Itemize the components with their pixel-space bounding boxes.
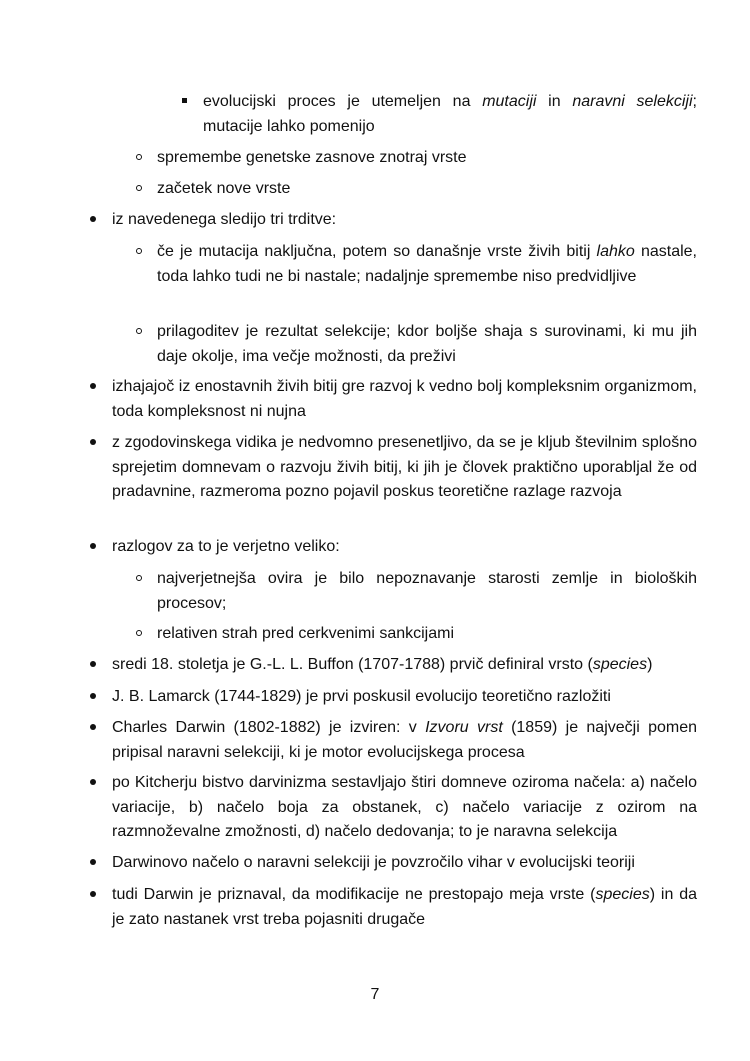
- disc-bullet-icon: [90, 375, 96, 400]
- emphasis: naravni selekciji: [572, 93, 693, 110]
- circle-bullet-icon: [136, 177, 142, 202]
- circle-bullet-icon: [136, 240, 142, 265]
- list-item-level1: tudi Darwin je priznaval, da modifikacije ne prestopajo meja vrste (species) in da je zato nastanek vrst treba pojasniti drugače: [112, 883, 697, 932]
- list-item-level2: začetek nove vrste: [157, 177, 697, 202]
- list-item-level1: sredi 18. stoletja je G.-L. L. Buffon (1707-1788) prvič definiral vrsto (species): [112, 653, 697, 678]
- disc-bullet-icon: [90, 883, 96, 908]
- emphasis: mutaciji: [482, 93, 537, 110]
- circle-bullet-icon: [136, 146, 142, 171]
- disc-bullet-icon: [90, 685, 96, 710]
- circle-bullet-icon: [136, 320, 142, 345]
- square-bullet-icon: [182, 90, 187, 115]
- disc-bullet-icon: [90, 653, 96, 678]
- list-item-level1: po Kitcherju bistvo darvinizma sestavljajo štiri domneve oziroma načela: a) načelo variacije, b) načelo boja za obstanek, c) načelo variacije z ozirom na razmnoževalne zmožnosti, d) načelo dedovanja; to je naravna selekcija: [112, 771, 697, 845]
- list-item-level1: izhajajoč iz enostavnih živih bitij gre razvoj k vedno bolj kompleksnim organizmom, toda kompleksnost ni nujna: [112, 375, 697, 424]
- disc-bullet-icon: [90, 431, 96, 456]
- list-item-level2: spremembe genetske zasnove znotraj vrste: [157, 146, 697, 171]
- list-item-level3: evolucijski proces je utemeljen na mutaciji in naravni selekciji; mutacije lahko pomenijo: [203, 90, 697, 139]
- list-item-level2: najverjetnejša ovira je bilo nepoznavanje starosti zemlje in bioloških procesov;: [157, 567, 697, 616]
- emphasis: Izvoru vrst: [425, 719, 503, 736]
- disc-bullet-icon: [90, 851, 96, 876]
- disc-bullet-icon: [90, 716, 96, 741]
- list-item-level2: prilagoditev je rezultat selekcije; kdor boljše shaja s surovinami, ki mu jih daje okolje, ima večje možnosti, da preživi: [157, 320, 697, 369]
- list-item-level1: J. B. Lamarck (1744-1829) je prvi poskusil evolucijo teoretično razložiti: [112, 685, 697, 710]
- list-item-level1: Charles Darwin (1802-1882) je izviren: v Izvoru vrst (1859) je največji pomen pripisal naravni selekciji, ki je motor evolucijskega procesa: [112, 716, 697, 765]
- disc-bullet-icon: [90, 208, 96, 233]
- emphasis: lahko: [596, 243, 635, 260]
- list-item-level2: relativen strah pred cerkvenimi sankcijami: [157, 622, 697, 647]
- list-item-level1: iz navedenega sledijo tri trditve:: [112, 208, 697, 233]
- emphasis: species: [592, 656, 648, 673]
- page-number: 7: [370, 986, 380, 1003]
- disc-bullet-icon: [90, 535, 96, 560]
- disc-bullet-icon: [90, 771, 96, 796]
- list-item-level1: razlogov za to je verjetno veliko:: [112, 535, 697, 560]
- circle-bullet-icon: [136, 622, 142, 647]
- circle-bullet-icon: [136, 567, 142, 592]
- emphasis: species: [595, 886, 650, 903]
- list-item-level1: z zgodovinskega vidika je nedvomno presenetljivo, da se je kljub številnim splošno sprejetim domnevam o razvoju živih bitij, ki jih je človek praktično uporabljal že od pradavnine, razmeroma pozno pojavil poskus teoretične razlage razvoja: [112, 431, 697, 505]
- list-item-level1: Darwinovo načelo o naravni selekciji je povzročilo vihar v evolucijski teoriji: [112, 851, 697, 876]
- list-item-level2: če je mutacija naključna, potem so današnje vrste živih bitij lahko nastale, toda lahko tudi ne bi nastale; nadaljnje spremembe niso predvidljive: [157, 240, 697, 289]
